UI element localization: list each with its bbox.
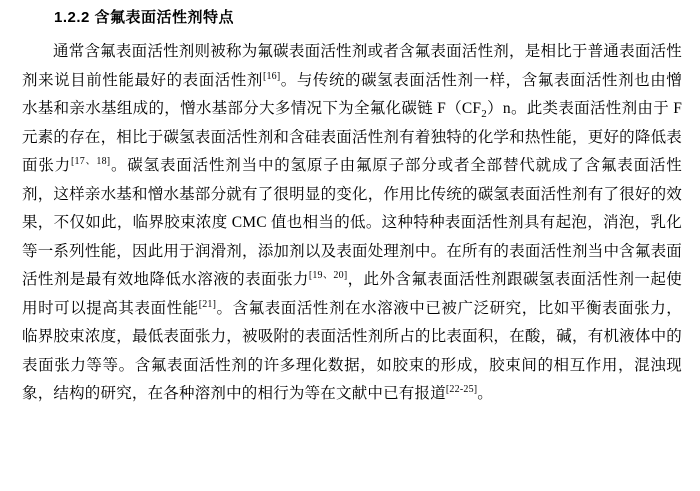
body-paragraph [22, 38, 682, 409]
citation-ref-16: [16] [262, 70, 281, 82]
citation-ref-22-25: [22-25] [445, 383, 478, 395]
paragraph-segment-5: ，此外含氟表面活性剂跟碳氢表面活性剂一起使用时可以提高其表面性能 [22, 271, 682, 317]
citation-ref-21: [21] [198, 298, 217, 310]
section-heading: 1.2.2 含氟表面活性剂特点 [54, 9, 235, 26]
citation-ref-17-18: [17、18] [71, 155, 111, 167]
paragraph-segment-3: ）n。此类表面活性剂由于 F 元素的存在，相比于碳氢表面活性剂和含硅表面活性剂有着独特的化学和热性能，更好的降低表面张力 [22, 100, 683, 174]
paragraph-segment-4: 。碳氢表面活性剂当中的氢原子由氟原子部分或者全部替代就成了含氟表面活性剂，这样亲水基和憎水基部分就有了很明显的变化，作用比传统的碳氢表面活性剂有了很好的效果，不仅如此，临界胶束浓度 CMC 值也相当的低。这种特种表面活性剂具有起泡，消泡，乳化等一系列性能，因此用于润滑剂，添加剂以及表面处理剂中。在所有的表面活性剂当中含氟表面活性剂是最有效地降低水溶液的表面张力 [22, 157, 682, 288]
citation-ref-19-20: [19、20] [308, 269, 348, 281]
paragraph-segment-6: 。含氟表面活性剂在水溶液中已被广泛研究，比如平衡表面张力，临界胶束浓度，最低表面张力，被吸附的表面活性剂所占的比表面积，在酸，碱，有机液体中的表面张力等等。含氟表面活性剂的许多理化数据，如胶束的形成，胶束间的相互作用，混浊现象，结构的研究，在各种溶剂中的相行为等在文献中已有报道 [22, 299, 682, 402]
paragraph-segment-7: 。 [477, 385, 493, 402]
paragraph-segment-1: 通常含氟表面活性剂则被称为氟碳表面活性剂或者含氟表面活性剂，是相比于普通表面活性剂来说目前性能最好的表面活性剂 [22, 43, 682, 89]
paragraph-segment-2: 。与传统的碳氢表面活性剂一样，含氟表面活性剂也由憎水基和亲水基组成的，憎水基部分大多情况下为全氟化碳链 F（CF [22, 71, 682, 117]
formula-subscript-2: 2 [481, 108, 487, 121]
